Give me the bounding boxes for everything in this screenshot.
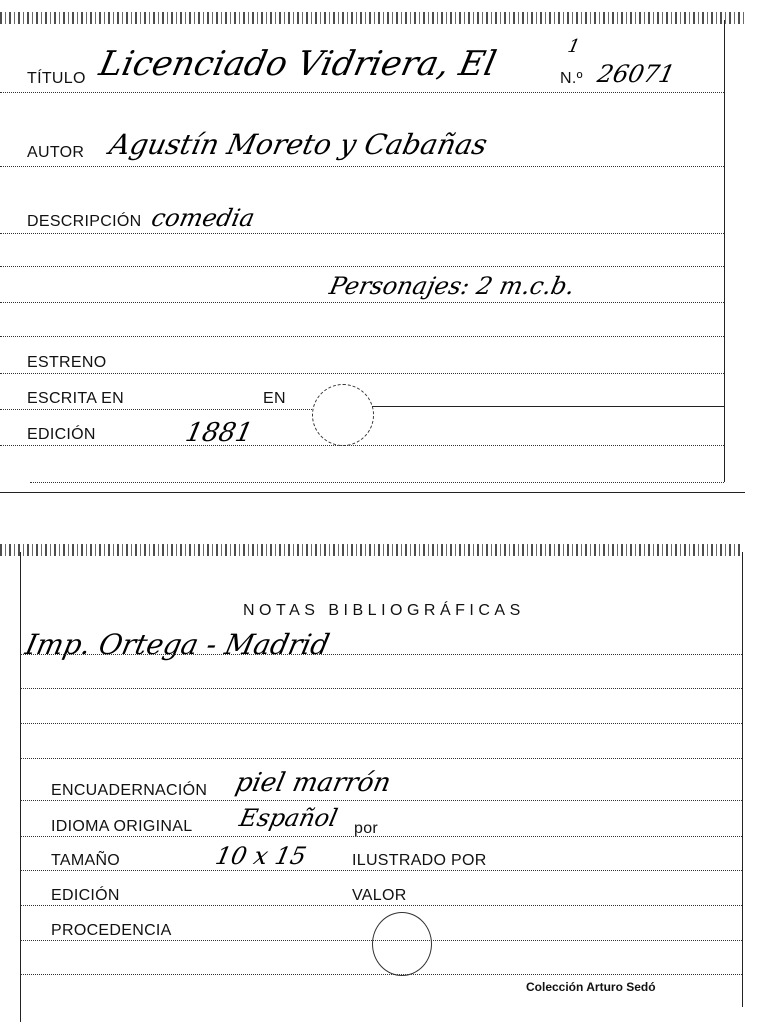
rule-blank-1 [0,266,724,267]
encuadernacion-value: piel marrón [232,768,394,798]
catalog-card-back [0,540,759,1028]
idioma-label: IDIOMA ORIGINAL [51,818,193,835]
rule-notas-4 [20,758,742,759]
numero-value: 26071 [595,60,678,88]
por-label: por [354,820,379,837]
edicion-back-label: EDICIÓN [51,887,120,904]
faded-stamp [312,384,374,446]
tamano-label: TAMAÑO [51,852,121,869]
titulo-value: Licenciado Vidriera, El [95,44,500,84]
procedencia-label: PROCEDENCIA [51,922,172,939]
numero-top-value: 1 [565,36,582,57]
rule-encuadernacion [20,800,742,801]
rule-estreno [0,373,724,374]
rule-bottom-top-card [30,482,724,483]
descripcion-label: DESCRIPCIÓN [27,213,142,230]
rule-personajes [0,302,724,303]
idioma-value: Español [237,804,341,832]
rule-titulo [0,92,724,93]
autor-label: AUTOR [27,144,85,161]
estreno-label: ESTRENO [27,354,107,371]
catalog-card-front [0,0,759,495]
personajes-value: Personajes: 2 m.c.b. [327,272,578,300]
rule-tamano [20,870,742,871]
valor-label: VALOR [352,887,407,904]
rule-notas-1 [20,654,742,655]
notas-value: Imp. Ortega - Madrid [22,628,333,661]
circular-stamp [372,912,432,976]
rule-descripcion [0,233,724,234]
rule-autor [0,166,724,167]
notas-heading: NOTAS BIBLIOGRÁFICAS [243,602,525,619]
rule-idioma [20,836,742,837]
ilustrado-label: ILUSTRADO POR [352,852,487,869]
autor-value: Agustín Moreto y Cabañas [106,128,491,161]
rule-edicion [0,445,724,446]
en-label: EN [263,390,286,407]
descripcion-value: comedia [149,204,258,232]
rule-escrita-en [0,409,312,410]
back-left-border [20,552,21,1022]
back-right-border [742,552,743,1007]
card-divider [0,492,745,493]
encuadernacion-label: ENCUADERNACIÓN [51,782,208,799]
rule-notas-3 [20,723,742,724]
edicion-label: EDICIÓN [27,426,96,443]
rule-blank-2 [0,336,724,337]
escrita-en-label: ESCRITA EN [27,390,124,407]
tamano-value: 10 x 15 [213,842,309,870]
titulo-label: TÍTULO [27,70,86,87]
rule-edicion-back [20,905,742,906]
torn-top-edge-back [0,544,743,556]
collection-credit: Colección Arturo Sedó [526,980,656,994]
rule-escrita-en-right [372,406,724,407]
rule-notas-2 [20,688,742,689]
rule-final [20,974,742,975]
numero-label: N.º [560,70,583,87]
torn-top-edge [0,12,745,24]
edicion-value: 1881 [182,418,256,448]
card-right-border [724,20,725,482]
